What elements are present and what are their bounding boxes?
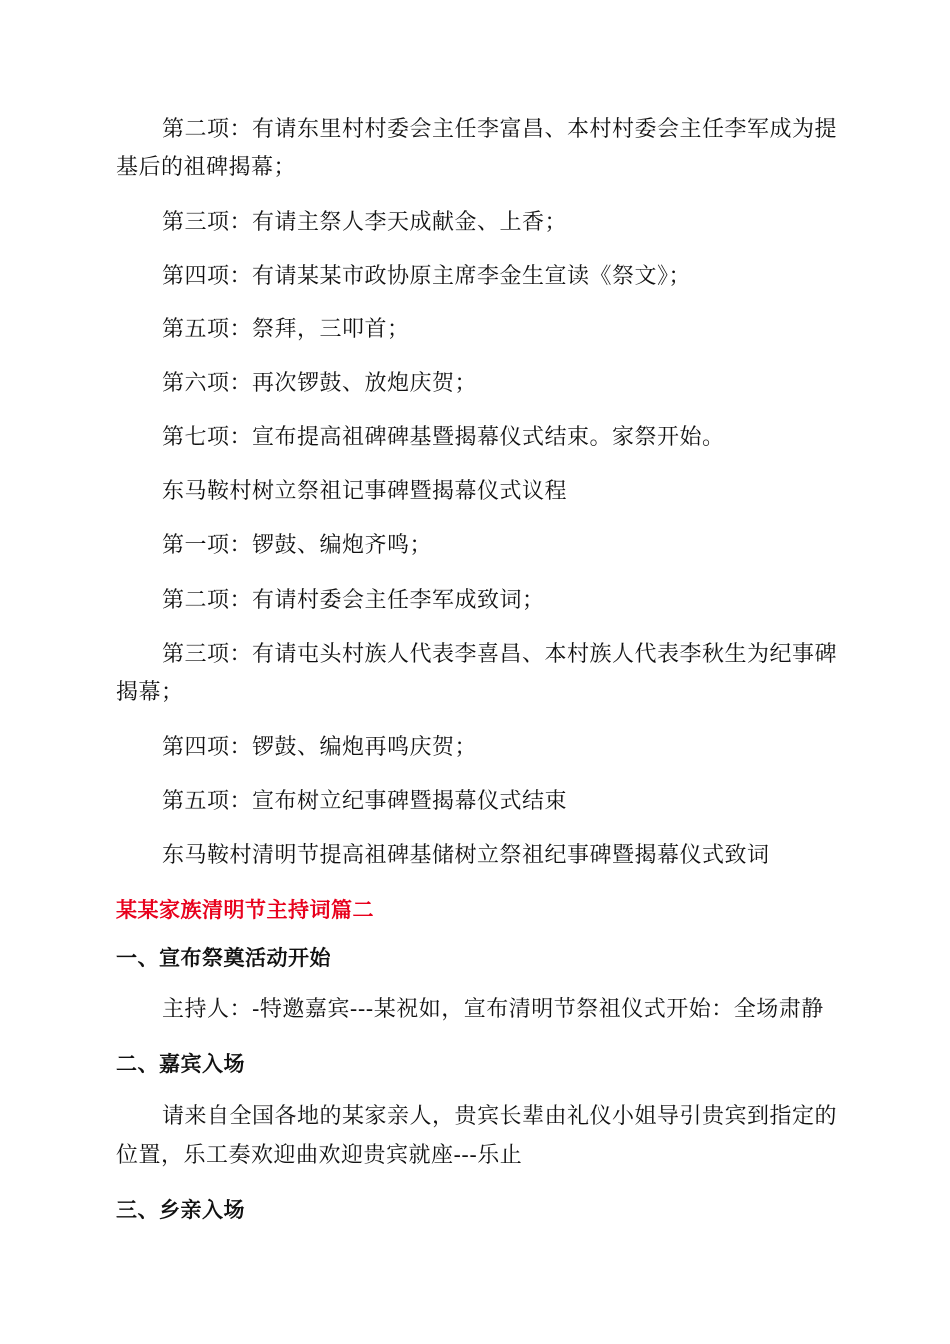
paragraph-1: 主持人：-特邀嘉宾---某祝如，宣布清明节祭祖仪式开始：全场肃静 [162,997,824,1022]
agenda-item-4: 第四项：锣鼓、编炮再鸣庆贺； [162,735,478,760]
item-7: 第七项：宣布提高祖碑碑基暨揭幕仪式结束。家祭开始。 [162,425,725,450]
agenda-item-5: 第五项：宣布树立纪事碑暨揭幕仪式结束 [162,789,568,814]
heading-2: 二、嘉宾入场 [116,1052,245,1076]
item-6: 第六项：再次锣鼓、放炮庆贺； [162,371,478,396]
agenda-item-1: 第一项：锣鼓、编炮齐鸣； [162,533,433,558]
speech-title: 东马鞍村清明节提高祖碑基储树立祭祖纪事碑暨揭幕仪式致词 [162,843,770,868]
section-title: 某某家族清明节主持词篇二 [116,898,374,922]
heading-3: 三、乡亲入场 [116,1198,245,1222]
item-2-line-1: 第二项：有请东里村村委会主任李富昌、本村村委会主任李军成为提 [162,117,838,142]
paragraph-2-line-1: 请来自全国各地的某家亲人，贵宾长辈由礼仪小姐导引贵宾到指定的 [162,1104,838,1129]
item-5: 第五项：祭拜，三叩首； [162,317,410,342]
agenda-item-2: 第二项：有请村委会主任李军成致词； [162,588,545,613]
agenda-item-3-line-1: 第三项：有请屯头村族人代表李喜昌、本村族人代表李秋生为纪事碑 [162,642,838,667]
item-3: 第三项：有请主祭人李天成献金、上香； [162,210,568,235]
item-4: 第四项：有请某某市政协原主席李金生宣读《祭文》； [162,264,692,289]
agenda-item-3-line-2: 揭幕； [116,680,184,705]
heading-1: 一、宣布祭奠活动开始 [116,946,331,970]
agenda-title: 东马鞍村树立祭祖记事碑暨揭幕仪式议程 [162,479,568,504]
paragraph-2-line-2: 位置，乐工奏欢迎曲欢迎贵宾就座---乐止 [116,1143,523,1168]
item-2-line-2: 基后的祖碑揭幕； [116,155,297,180]
